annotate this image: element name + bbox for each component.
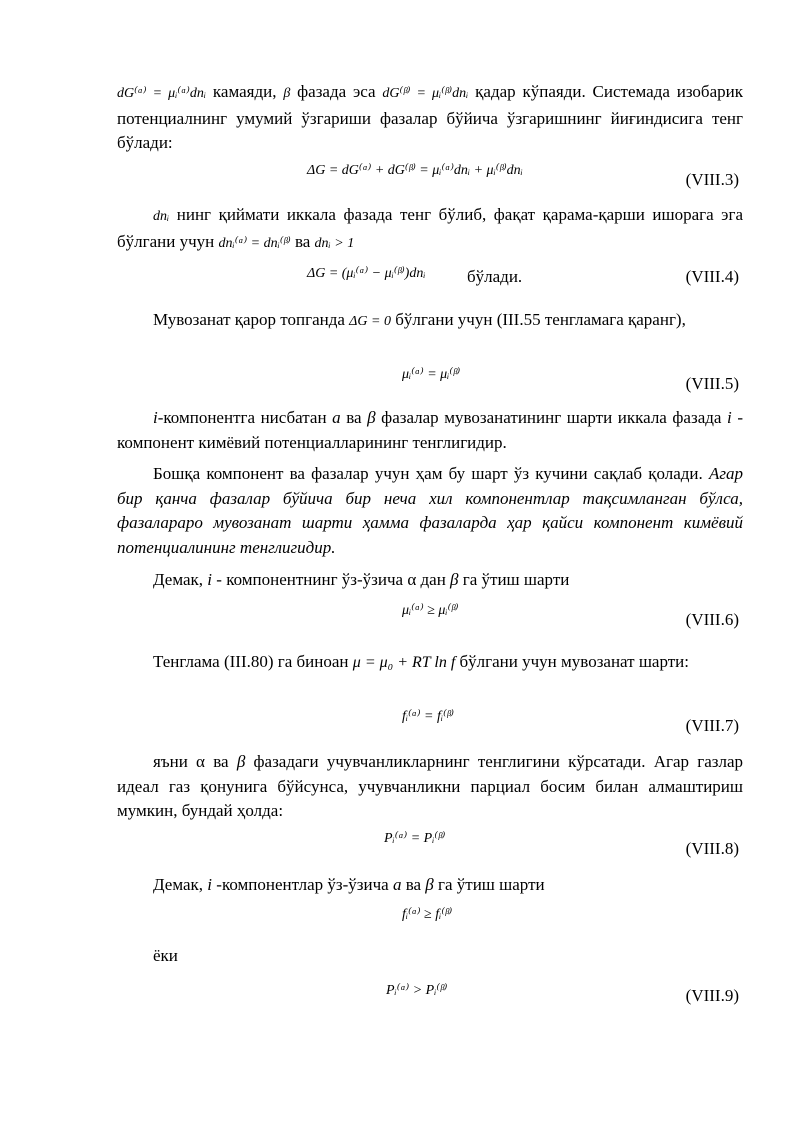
equation-formula: μᵢ⁽ᵅ⁾ ≥ μᵢ⁽ᵝ⁾: [402, 603, 459, 618]
paragraph-7: Тенглама (III.80) га биноан μ = μ₀ + RT ln f бўлгани учун мувозанат шарти:: [153, 652, 689, 671]
paragraph-10: ёки: [153, 946, 178, 965]
equation-formula: Pᵢ⁽ᵅ⁾ > Pᵢ⁽ᵝ⁾: [386, 983, 448, 998]
equation-number: (VIII.7): [685, 716, 739, 735]
equation-formula: ΔG = dG⁽ᵅ⁾ + dG⁽ᵝ⁾ = μᵢ⁽ᵅ⁾dnᵢ + μᵢ⁽ᵝ⁾dnᵢ: [307, 163, 523, 178]
paragraph-4: i-компонентга нисбатан a ва β фазалар мувозанатининг шарти иккала фазада i - компонент кимёвий потенциалларининг тенглигидир.: [117, 408, 743, 452]
formula-dn-gt: dnᵢ > 1: [314, 235, 355, 251]
equation-viii-3: [117, 162, 743, 192]
formula-chemical-potential: μ = μ₀ + RT ln f: [352, 654, 456, 671]
emphasized-rule: Агар бир қанча фазалар бўйича бир неча хил компонентлар тақсимланган бўлса, фазалараро мувозанат шарти ҳамма фазаларда ҳар қайси компонент кимёвий потенциалининг тенглигидир.: [117, 464, 743, 557]
equation-number: (VIII.3): [685, 170, 739, 189]
equation-formula: ΔG = (μᵢ⁽ᵅ⁾ − μᵢ⁽ᵝ⁾)dnᵢ: [307, 266, 426, 281]
equation-number: (VIII.6): [685, 610, 739, 629]
equation-formula: fᵢ⁽ᵅ⁾ = fᵢ⁽ᵝ⁾: [402, 709, 454, 724]
equation-formula: fᵢ⁽ᵅ⁾ ≥ fᵢ⁽ᵝ⁾: [402, 907, 453, 922]
equation-viii-4: [117, 265, 743, 295]
formula-dg-alpha: dG⁽ᵅ⁾ = μᵢ⁽ᵅ⁾dnᵢ: [117, 86, 207, 101]
equation-number: (VIII.8): [685, 839, 739, 858]
formula-dn-equality: dnᵢ⁽ᵅ⁾ = dnᵢ⁽ᵝ⁾: [218, 235, 291, 251]
paragraph-5: Бошқа компонент ва фазалар учун ҳам бу шарт ўз кучини сақлаб қолади. Агар бир қанча фазалар бўйича бир неча хил компонентлар тақсимланган бўлса, фазалараро мувозанат шарти ҳамма фазаларда ҳар қайси компонент кимёвий потенциалининг тенглигидир.: [117, 464, 743, 557]
equation-suffix: бўлади.: [467, 267, 523, 286]
formula-dg-beta: dG⁽ᵝ⁾ = μᵢ⁽ᵝ⁾dnᵢ: [382, 86, 469, 101]
paragraph-3: Мувозанат қарор топганда ΔG = 0 бўлгани учун (III.55 тенгламага қаранг),: [153, 310, 686, 329]
equation-viii-6: [117, 602, 743, 632]
equation-number: (VIII.9): [685, 986, 739, 1005]
equation-formula: Pᵢ⁽ᵅ⁾ = Pᵢ⁽ᵝ⁾: [384, 831, 446, 846]
formula-dg-zero: ΔG = 0: [349, 314, 391, 329]
formula-dn: dnᵢ: [153, 209, 170, 224]
paragraph-8: яъни α ва β фазадаги учувчанликларнинг тенглигини кўрсатади. Агар газлар идеал газ қонунига бўйсунса, учувчанликни парциал босим билан алмаштириш мумкин, бундай ҳолда:: [117, 752, 743, 820]
paragraph-1: dG⁽ᵅ⁾ = μᵢ⁽ᵅ⁾dnᵢ камаяди, β фазада эса dG⁽ᵝ⁾ = μᵢ⁽ᵝ⁾dnᵢ қадар кўпаяди. Системада изобарик потенциалнинг умумий ўзгариши фазалар бўйича ўзгаришнинг йиғиндисига тенг бўлади:: [117, 82, 743, 152]
equation-formula: μᵢ⁽ᵅ⁾ = μᵢ⁽ᵝ⁾: [402, 367, 461, 382]
equation-viii-5: [117, 366, 743, 396]
equation-number: (VIII.4): [685, 267, 739, 286]
paragraph-6: Демак, i - компонентнинг ўз-ўзича α дан β га ўтиш шарти: [153, 570, 570, 589]
paragraph-9: Демак, i -компонентлар ўз-ўзича a ва β га ўтиш шарти: [153, 875, 545, 894]
equation-viii-8: [117, 830, 743, 860]
equation-number: (VIII.5): [685, 374, 739, 393]
equation-viii-9a: [117, 906, 743, 936]
beta-symbol: β: [283, 86, 291, 101]
equation-viii-9: [117, 982, 743, 1012]
equation-viii-7: [117, 708, 743, 738]
paragraph-2: dnᵢ нинг қиймати иккала фазада тенг бўлиб, фақат қарама-қарши ишорага эга бўлгани учун dnᵢ⁽ᵅ⁾ = dnᵢ⁽ᵝ⁾ ва dnᵢ > 1: [117, 205, 743, 251]
